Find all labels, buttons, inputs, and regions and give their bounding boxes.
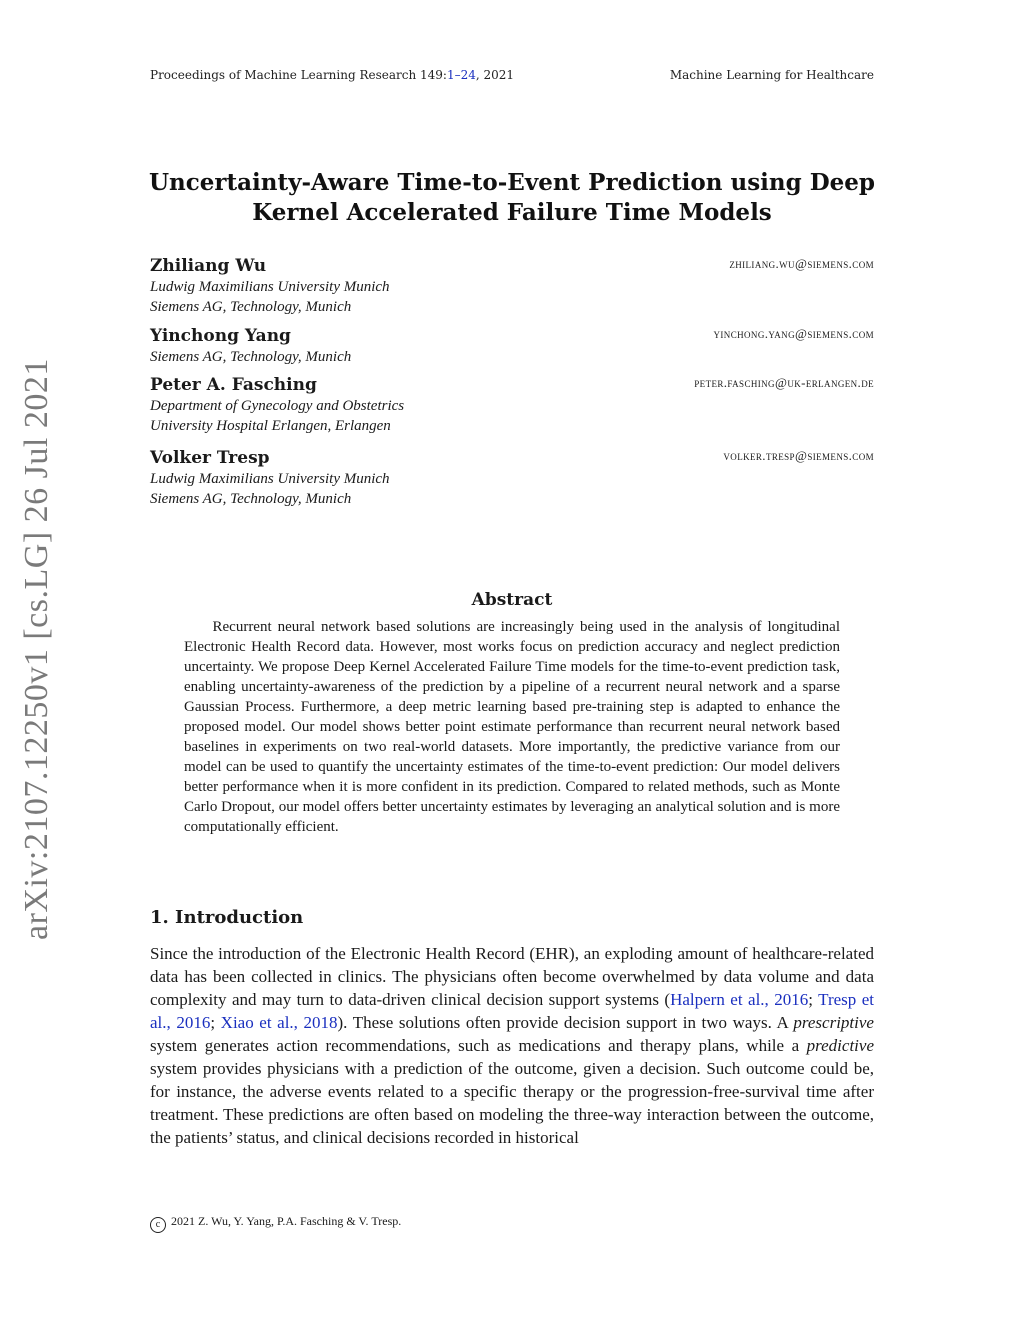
author-affiliation: Siemens AG, Technology, Munich [150,491,352,507]
arxiv-stamp: arXiv:2107.12250v1 [cs.LG] 26 Jul 2021 [18,358,55,940]
author-email[interactable]: yinchong.yang@siemens.com [713,326,874,341]
citation-link[interactable]: Tresp et al., 2016 [150,990,874,1032]
introduction-paragraph: Since the introduction of the Electronic Health Record (EHR), an exploding amount of healthcare-related data has been collected in clinics. The physicians often become overwhelmed by data volume and data complexity and may turn to data-driven clinical decision support systems (Halpern et al., 2016; Tresp et al., 2016; Xiao et al., 2018). These solutions often provide decision support in two ways. A prescriptive system generates action recommendations, such as medications and therapy plans, while a predictive system provides physicians with a prediction of the outcome, given a decision. Such outcome could be, for instance, the adverse events related to a specific therapy or the progression-free-survival time after treatment. These predictions are often based on modeling the three-way interaction between the outcome, the patients’ status, and clinical decisions recorded in historical [150,944,874,1147]
author-block [150,325,874,367]
citation-link[interactable]: Xiao et al., 2018 [220,1013,338,1032]
page-end-link[interactable]: 24 [460,68,476,82]
citation-link[interactable]: Halpern et al., 2016 [670,990,809,1009]
abstract-heading: Abstract [471,590,553,610]
copyright-icon: c [150,1217,166,1233]
section-heading-introduction: 1. Introduction [150,907,304,928]
author-block [150,374,874,436]
author-affiliation: Siemens AG, Technology, Munich [150,299,352,315]
abstract-text: Recurrent neural network based solutions are increasingly being used in the analysis of longitudinal Electronic Health Record data. However, most works focus on prediction accuracy and neglect prediction uncertainty. We propose Deep Kernel Accelerated Failure Time models for the time-to-event prediction task, enabling uncertainty-awareness of the prediction by a pipeline of a recurrent neural network and a sparse Gaussian Process. Furthermore, a deep metric learning based pre-training step is adapted to enhance the proposed model. Our model shows better point estimate performance than recurrent neural network based baselines in experiments on two real-world datasets. More importantly, the predictive variance from our model can be used to quantify the uncertainty estimates of the time-to-event prediction: Our model delivers better performance when it is more confident in its prediction. Compared to related methods, such as Monte Carlo Dropout, our model offers better uncertainty estimates by leveraging an analytical solution and is more computationally efficient. [184,619,840,835]
paper-title: Uncertainty-Aware Time-to-Event Prediction using Deep Kernel Accelerated Failure Time Models [148,169,875,226]
running-header-venue: Proceedings of Machine Learning Research 149:1–24, 2021 [150,68,515,82]
author-email[interactable]: volker.tresp@siemens.com [723,448,874,463]
copyright-notice: c 2021 Z. Wu, Y. Yang, P.A. Fasching & V. Tresp. [150,1214,401,1233]
running-header-track: Machine Learning for Healthcare [669,68,874,82]
author-name: Zhiliang Wu [150,256,267,276]
author-email[interactable]: zhiliang.wu@siemens.com [729,256,874,271]
page-start-link[interactable]: 1 [446,68,455,82]
author-name: Peter A. Fasching [150,375,317,395]
author-affiliation: Ludwig Maximilians University Munich [150,279,390,295]
author-name: Yinchong Yang [150,326,291,346]
author-affiliation: Ludwig Maximilians University Munich [150,471,390,487]
author-affiliation: Department of Gynecology and Obstetrics [150,398,405,414]
author-email[interactable]: peter.fasching@uk-erlangen.de [694,375,874,390]
author-affiliation: University Hospital Erlangen, Erlangen [150,418,391,434]
author-affiliation: Siemens AG, Technology, Munich [150,349,352,365]
author-name: Volker Tresp [150,448,270,468]
author-block [150,447,874,509]
author-block [150,255,874,317]
